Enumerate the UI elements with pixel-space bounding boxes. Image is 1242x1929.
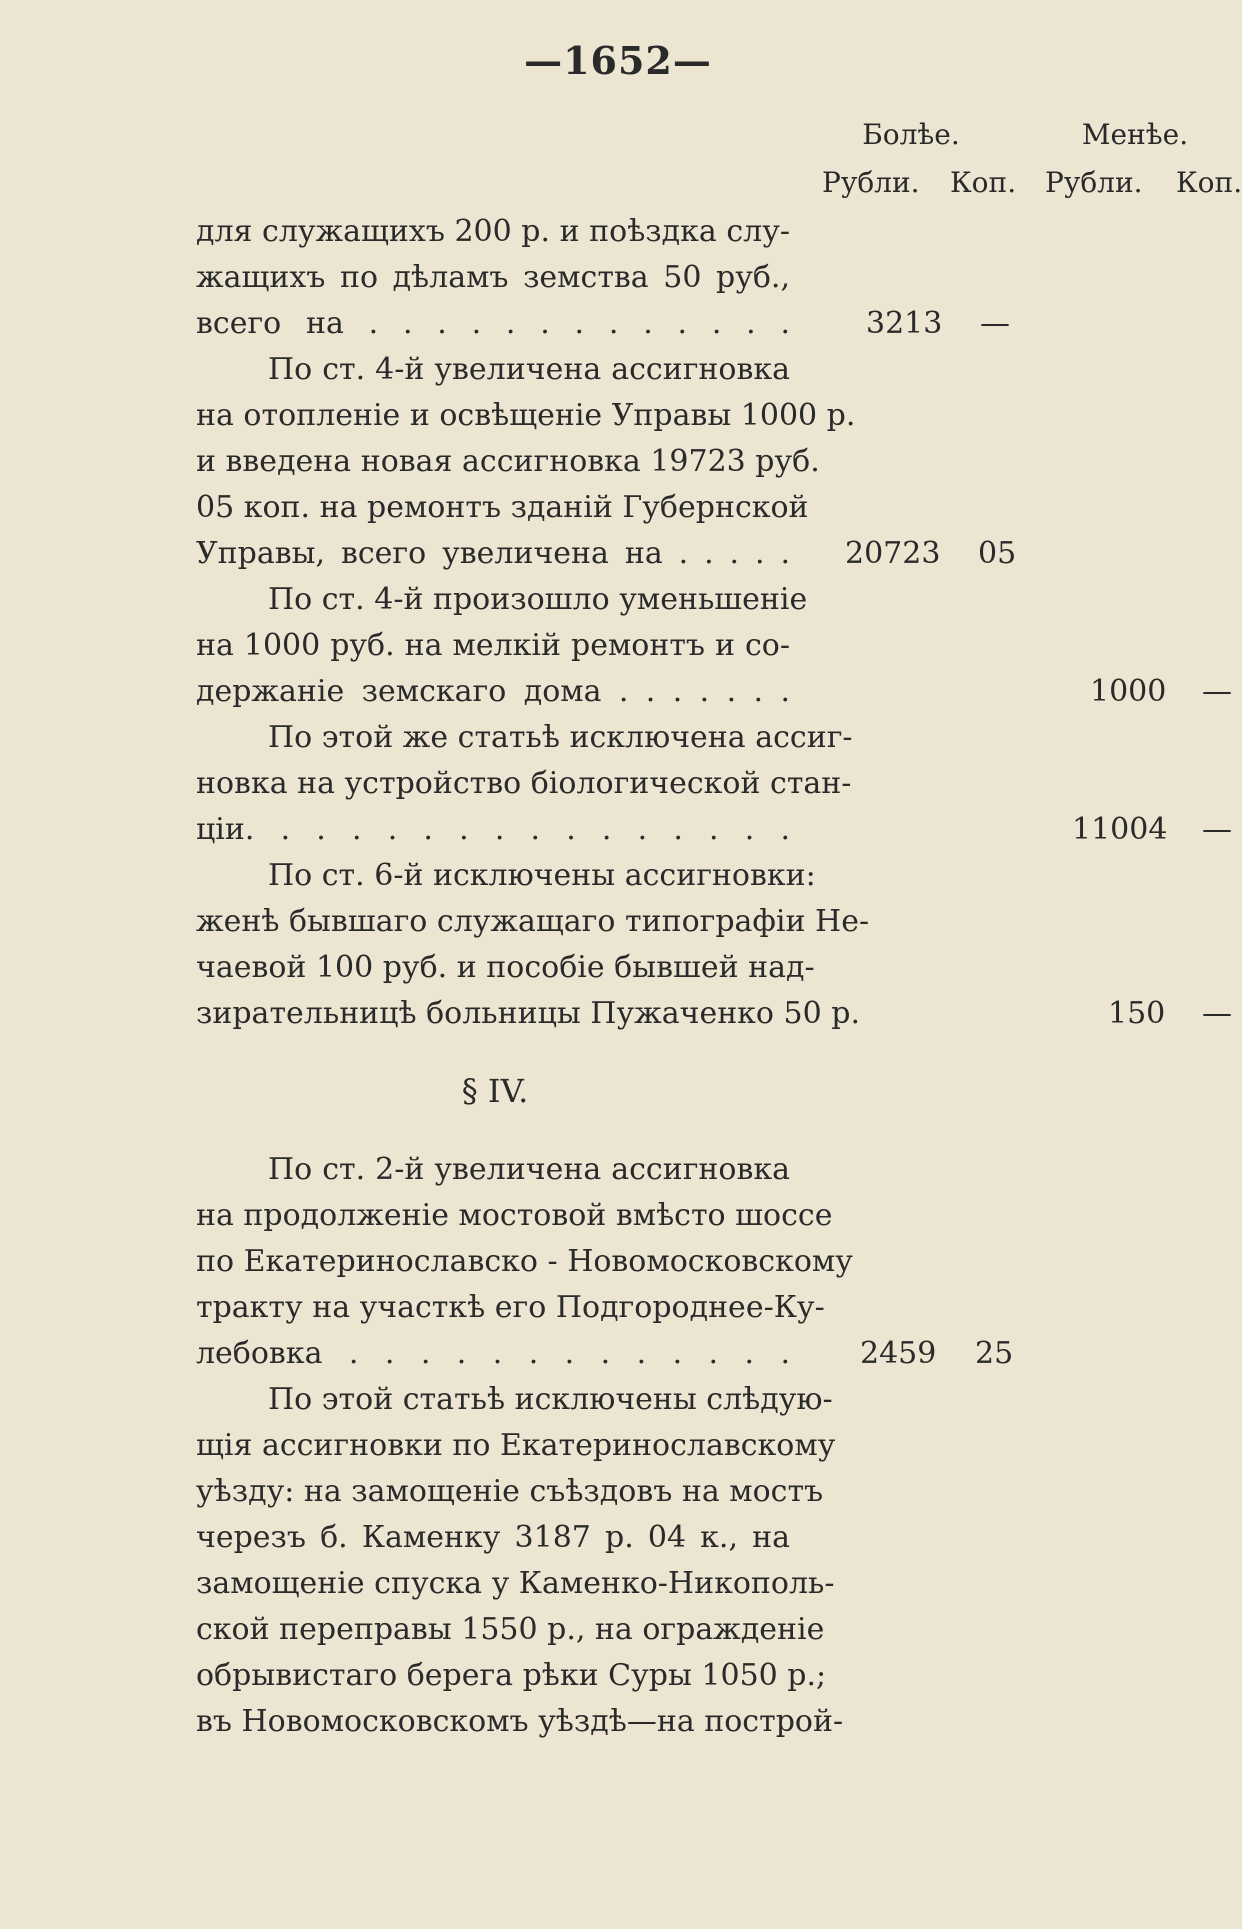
column-header-less-rubles: Рубли. [1045, 166, 1143, 199]
text-line: 05 коп. на ремонтъ зданій Губернской [196, 490, 809, 525]
text-line: держаніе земскаго дома . . . . . . . [196, 674, 790, 709]
amount-more-kopecks: 05 [978, 536, 1017, 571]
text-line: женѣ бывшаго служащаго типографіи Не- [196, 904, 870, 939]
text-line: новка на устройство біологической стан- [196, 766, 852, 801]
amount-less-rubles: 1000 [1090, 674, 1167, 709]
text-line: зирательницѣ больницы Пужаченко 50 р. [196, 996, 860, 1031]
column-header-less-kopecks: Коп. [1176, 166, 1242, 199]
page-number: —1652— [524, 38, 712, 83]
amount-more-rubles: 3213 [866, 306, 943, 341]
text-line: черезъ б. Каменку 3187 р. 04 к., на [196, 1520, 790, 1555]
text-line: по Екатеринославско - Новомосковскому [196, 1244, 853, 1279]
text-line: По этой же статьѣ исключена ассиг- [268, 720, 853, 755]
text-line: всего на . . . . . . . . . . . . . [196, 306, 790, 341]
column-header-less: Менѣе. [1081, 118, 1189, 151]
text-line: щія ассигновки по Екатеринославскому [196, 1428, 836, 1463]
text-line: По ст. 2-й увеличена ассигновка [268, 1152, 790, 1187]
amount-more-rubles: 20723 [845, 536, 941, 571]
text-line: По ст. 6-й исключены ассигновки: [268, 858, 816, 893]
text-line: на 1000 руб. на мелкій ремонтъ и со- [196, 628, 790, 663]
text-line: По ст. 4-й произошло уменьшеніе [268, 582, 808, 617]
text-line: для служащихъ 200 р. и поѣздка слу- [196, 214, 790, 249]
column-header-more: Болѣе. [862, 118, 960, 151]
amount-less-rubles: 11004 [1072, 812, 1168, 847]
text-line: ціи. . . . . . . . . . . . . . . . [196, 812, 790, 847]
amount-less-kopecks: — [1202, 812, 1232, 847]
text-line: на продолженіе мостовой вмѣсто шоссе [196, 1198, 833, 1233]
text-line: тракту на участкѣ его Подгороднее-Ку- [196, 1290, 825, 1325]
amount-more-kopecks: 25 [975, 1336, 1014, 1371]
text-line: обрывистаго берега рѣки Суры 1050 р.; [196, 1658, 827, 1693]
text-line: По ст. 4-й увеличена ассигновка [268, 352, 790, 387]
text-line: лебовка . . . . . . . . . . . . . [196, 1336, 790, 1371]
section-title: § IV. [461, 1072, 529, 1110]
text-line: замощеніе спуска у Каменко-Никополь- [196, 1566, 835, 1601]
text-line: Управы, всего увеличена на . . . . . [196, 536, 790, 571]
text-line: въ Новомосковскомъ уѣздѣ—на построй- [196, 1704, 844, 1739]
text-line: уѣзду: на замощеніе съѣздовъ на мостъ [196, 1474, 824, 1509]
text-line: жащихъ по дѣламъ земства 50 руб., [196, 260, 790, 295]
amount-more-kopecks: — [980, 306, 1010, 341]
text-line: на отопленіе и освѣщеніе Управы 1000 р. [196, 398, 856, 433]
amount-less-rubles: 150 [1108, 996, 1166, 1031]
text-line: чаевой 100 руб. и пособіе бывшей над- [196, 950, 815, 985]
column-header-more-kopecks: Коп. [950, 166, 1017, 199]
text-line: По этой статьѣ исключены слѣдую- [268, 1382, 833, 1417]
text-line: ской переправы 1550 р., на огражденіе [196, 1612, 825, 1647]
column-header-more-rubles: Рубли. [822, 166, 920, 199]
amount-more-rubles: 2459 [860, 1336, 937, 1371]
text-line: и введена новая ассигновка 19723 руб. [196, 444, 820, 479]
amount-less-kopecks: — [1202, 996, 1232, 1031]
amount-less-kopecks: — [1202, 674, 1232, 709]
